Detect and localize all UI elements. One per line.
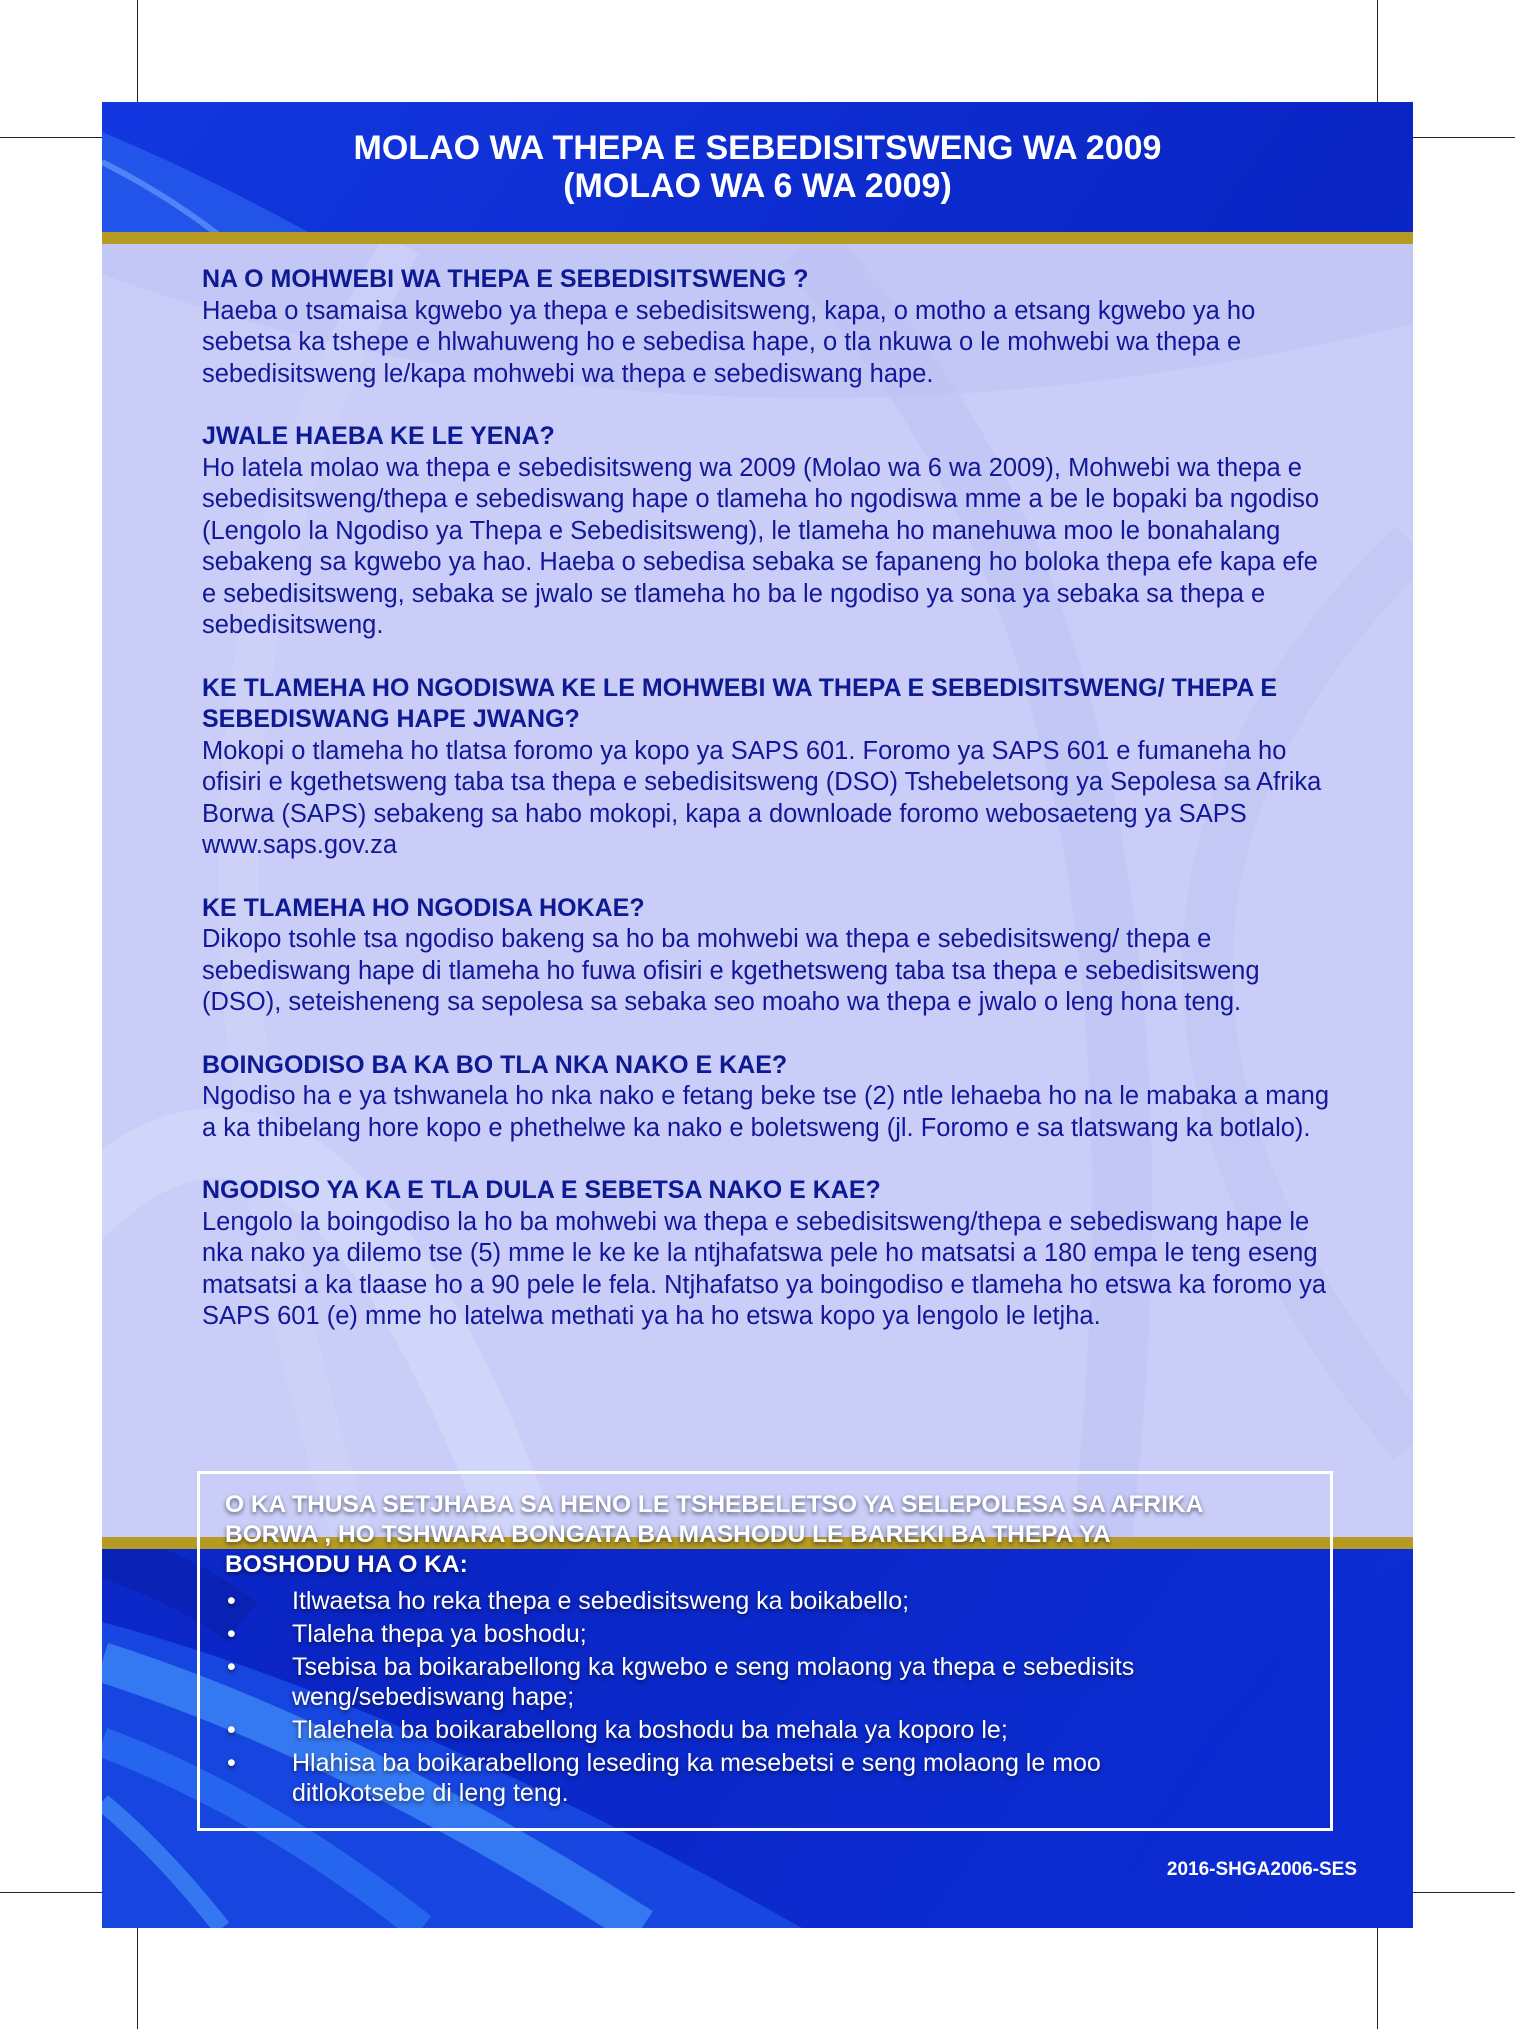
list-item-text: Tsebisa ba boikarabellong ka kgwebo e seng molaong ya thepa e sebedisits <box>292 1653 1135 1681</box>
crop-mark-right-bottom <box>1413 1892 1515 1893</box>
section-registration-time <box>202 1050 1332 1145</box>
leaflet-page <box>102 102 1413 1928</box>
section-requirements <box>202 421 1332 642</box>
bullet-icon: • <box>227 1749 236 1777</box>
section-body: Dikopo tsohle tsa ngodiso bakeng sa ho ba mohwebi wa thepa e sebedisitsweng/ thepa e sebediswang hape di tlameha ho fuwa ofisiri e kgethetsweng taba tsa thepa e sebedisitsweng (DSO), seteisheneng sa sepolesa sa sebaka seo moaho wa thepa e jwalo o leng hona teng. <box>202 925 1260 1016</box>
section-heading: NGODISO YA KA E TLA DULA E SEBETSA NAKO E KAE? <box>202 1176 881 1204</box>
bullet-icon: • <box>227 1587 236 1615</box>
section-heading: JWALE HAEBA KE LE YENA? <box>202 422 555 450</box>
page-title <box>102 102 1413 232</box>
community-help-callout <box>197 1471 1333 1831</box>
crop-mark-left-bottom <box>0 1892 102 1893</box>
callout-heading-line: O KA THUSA SETJHABA SA HENO LE TSHEBELETSO YA SELEPOLESA SA AFRIKA <box>225 1491 1204 1518</box>
title-line-1: MOLAO WA THEPA E SEBEDISITSWENG WA 2009 <box>353 129 1162 167</box>
info-sections <box>202 264 1332 1364</box>
gold-divider-top <box>102 232 1413 244</box>
section-how-to-register <box>202 673 1332 862</box>
section-body: Ngodiso ha e ya tshwanela ho nka nako e fetang beke tse (2) ntle lehaeba ho na le mabaka a mang a ka thibelang hore kopo e phethelwe ka nako e boletsweng (jl. Foromo e sa tlatswang ka botlalo). <box>202 1082 1330 1142</box>
list-item-text: Tlalehela ba boikarabellong ka boshodu ba mehala ya koporo le; <box>292 1716 1008 1744</box>
section-heading: KE TLAMEHA HO NGODISWA KE LE MOHWEBI WA THEPA E SEBEDISITSWENG/ THEPA E SEBEDISWANG HAPE JWANG? <box>202 673 1278 733</box>
section-body: Lengolo la boingodiso la ho ba mohwebi wa thepa e sebedisitsweng/thepa e sebediswang hape le nka nako ya dilemo tse (5) mme le ke ke la ntjhafatswa pele ho matsatsi a 180 empa le teng eseng matsatsi a ka tlaase ho a 90 pele le fela. Ntjhafatso ya boingodiso e tlameha ho etswa ka foromo ya SAPS 601 (e) mme ho latelwa methati ya ha ho etswa kopo ya lengolo le letjha. <box>202 1207 1327 1330</box>
callout-heading <box>225 1490 1308 1580</box>
section-body: Ho latela molao wa thepa e sebedisitsweng wa 2009 (Molao wa 6 wa 2009), Mohwebi wa thepa e sebedisitsweng/thepa e sebediswang hape o tlameha ho ngodiswa mme a be le bopaki ba ngodiso (Lengolo la Ngodiso ya Thepa e Sebedisitsweng), le tlameha ho manehuwa moo le bonahalang sebakeng sa kgwebo ya hao. Haeba o sebedisa sebaka se fapaneng ho boloka thepa efe kapa efe e sebedisitsweng, sebaka se jwalo se tlameha ho ba le ngodiso ya sona ya sebaka sa thepa e sebedisitsweng. <box>202 453 1320 639</box>
document-code: 2016-SHGA2006-SES <box>1166 1859 1357 1880</box>
list-item-text: Tlaleha thepa ya boshodu; <box>292 1620 587 1648</box>
crop-mark-left-top <box>0 137 102 138</box>
section-heading: BOINGODISO BA KA BO TLA NKA NAKO E KAE? <box>202 1050 788 1079</box>
section-body: Haeba o tsamaisa kgwebo ya thepa e sebedisitsweng, kapa, o motho a etsang kgwebo ya ho sebetsa ka tshepe e hlwahuweng ho e sebedisa hape, o tla nkuwa o le mohwebi wa thepa e sebedisitsweng le/kapa mohwebi wa thepa e sebediswang hape. <box>202 296 1256 388</box>
crop-mark-top-left <box>137 0 138 102</box>
bullet-icon: • <box>227 1716 236 1744</box>
crop-mark-bottom-right <box>1377 1928 1378 2029</box>
crop-mark-bottom-left <box>137 1928 138 2029</box>
section-body: Mokopi o tlameha ho tlatsa foromo ya kopo ya SAPS 601. Foromo ya SAPS 601 e fumaneha ho ofisiri e kgethetsweng taba tsa thepa e sebedisitsweng (DSO) Tshebeletsong ya Sepolesa sa Afrika Borwa (SAPS) sebakeng sa habo mokopi, kapa a downloade foromo webosaeteng ya SAPS www.saps.gov.za <box>202 736 1322 859</box>
crop-mark-top-right <box>1377 0 1378 102</box>
section-heading: KE TLAMEHA HO NGODISA HOKAE? <box>202 893 645 922</box>
list-item <box>225 1586 1308 1616</box>
list-item-text: Hlahisa ba boikarabellong leseding ka mesebetsi e seng molaong le moo <box>292 1749 1101 1777</box>
list-item-text: Itlwaetsa ho reka thepa e sebedisitsweng ka boikabello; <box>292 1587 910 1615</box>
section-dealer-definition <box>202 264 1332 390</box>
list-item-text: weng/sebediswang hape; <box>292 1683 575 1711</box>
callout-heading-line: BORWA , HO TSHWARA BONGATA BA MASHODU LE BAREKI BA THEPA YA <box>225 1521 1111 1548</box>
section-where-to-register <box>202 893 1332 1019</box>
list-item <box>225 1748 1308 1808</box>
bullet-icon: • <box>227 1620 236 1648</box>
callout-heading-line: BOSHODU HA O KA: <box>225 1551 468 1578</box>
bullet-icon: • <box>227 1653 236 1681</box>
list-item <box>225 1652 1308 1712</box>
list-item <box>225 1619 1308 1649</box>
callout-list <box>225 1586 1308 1808</box>
crop-mark-right-top <box>1413 137 1515 138</box>
section-validity-period <box>202 1175 1332 1333</box>
list-item <box>225 1715 1308 1745</box>
section-heading: NA O MOHWEBI WA THEPA E SEBEDISITSWENG ? <box>202 265 809 293</box>
title-line-2: (MOLAO WA 6 WA 2009) <box>563 167 952 205</box>
list-item-text: ditlokotsebe di leng teng. <box>292 1779 569 1807</box>
